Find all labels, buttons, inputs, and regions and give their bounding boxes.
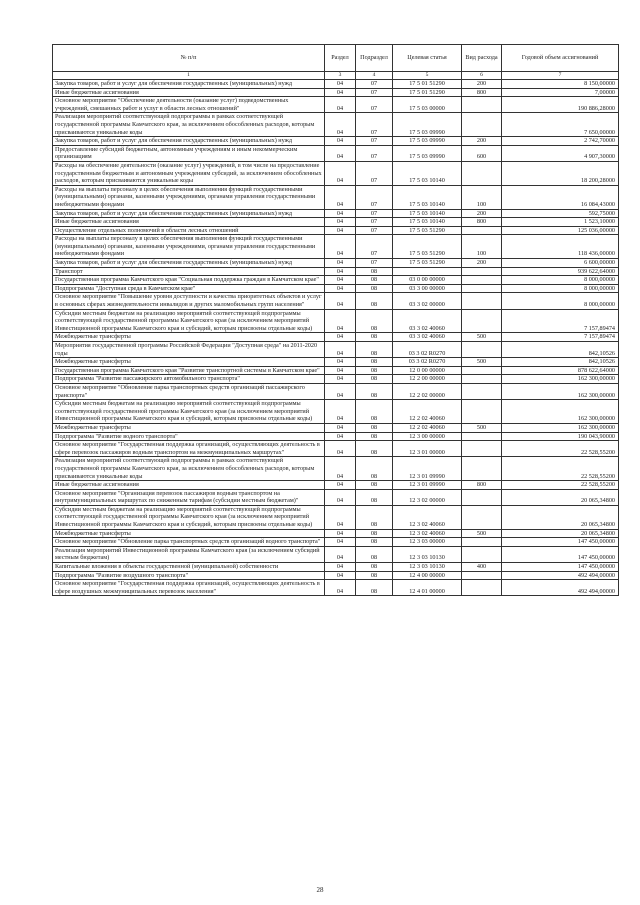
row-section: 04 [325,342,356,358]
row-name: Основное мероприятие "Повышение уровня доступности и качества приоритетных объектов и услуг в основных сферах жизнедеятельности инвалидов и других маломобильных групп населения" [53,293,325,309]
table-row [53,400,619,424]
row-sum: 20 065,34800 [502,505,619,529]
row-sum: 162 300,00000 [502,375,619,384]
row-target: 17 5 03 51290 [393,259,462,268]
row-vid [462,457,502,481]
row-target: 12 2 00 00000 [393,375,462,384]
row-name: Подпрограмма "Развитие воздушного транспорта" [53,571,325,580]
row-vid [462,309,502,333]
table-row [53,505,619,529]
row-sum: 190 886,28000 [502,97,619,113]
row-sum: 162 300,00000 [502,423,619,432]
row-vid [462,400,502,424]
row-name: Подпрограмма "Доступная среда в Камчатском крае" [53,284,325,293]
row-name: Государственная программа Камчатского края "Развитие транспортной системы в Камчатском крае" [53,366,325,375]
row-section: 04 [325,489,356,505]
row-vid: 200 [462,259,502,268]
col-number: 6 [462,72,502,80]
row-name: Закупка товаров, работ и услуг для обеспечения государственных (муниципальных) нужд [53,209,325,218]
table-row [53,538,619,547]
row-target: 17 5 03 09990 [393,137,462,146]
row-vid: 600 [462,145,502,161]
row-section: 04 [325,423,356,432]
row-name: Межбюджетные трансферты [53,333,325,342]
row-vid [462,284,502,293]
row-subsection: 08 [356,489,393,505]
row-section: 04 [325,88,356,97]
header-name: № п/п [53,45,325,72]
row-section: 04 [325,97,356,113]
row-subsection: 08 [356,538,393,547]
row-target: 12 3 00 00000 [393,432,462,441]
row-sum: 147 450,00000 [502,538,619,547]
row-section: 04 [325,259,356,268]
row-subsection: 08 [356,333,393,342]
row-vid [462,383,502,399]
row-target: 12 3 01 09990 [393,457,462,481]
row-sum: 7 157,89474 [502,309,619,333]
row-target: 12 4 01 00000 [393,580,462,596]
row-section: 04 [325,267,356,276]
table-row [53,209,619,218]
row-target: 12 2 02 40060 [393,423,462,432]
row-subsection: 07 [356,209,393,218]
header-sum: Годовой объем ассигнований [502,45,619,72]
table-row [53,489,619,505]
row-subsection: 08 [356,400,393,424]
row-target: 17 5 03 51290 [393,226,462,235]
row-vid [462,161,502,185]
row-subsection: 07 [356,235,393,259]
row-target: 12 3 01 00000 [393,441,462,457]
row-name: Государственная программа Камчатского края "Социальная поддержка граждан в Камчатском крае" [53,276,325,285]
row-name: Основное мероприятие "Государственная поддержка организаций, осуществляющих деятельность в сфере воздушных межмуниципальных перевозок населения" [53,580,325,596]
row-name: Капитальные вложения в объекты государственной (муниципальной) собственности [53,563,325,572]
row-sum: 125 036,00000 [502,226,619,235]
row-section: 04 [325,366,356,375]
row-target: 12 3 02 40060 [393,529,462,538]
row-name: Основное мероприятие "Обеспечение деятельности (оказание услуг) подведомственных учреждений, смешанных работ и услуг в области лесных отношений" [53,97,325,113]
row-subsection: 08 [356,366,393,375]
col-number: 7 [502,72,619,80]
row-vid [462,580,502,596]
row-target: 17 5 03 00000 [393,97,462,113]
row-target: 12 3 02 40060 [393,505,462,529]
row-target: 17 5 03 10140 [393,209,462,218]
row-target: 12 3 03 10130 [393,546,462,562]
row-section: 04 [325,580,356,596]
table-row [53,383,619,399]
table-row [53,259,619,268]
header-subsection: Подраздел [356,45,393,72]
table-row [53,309,619,333]
table-row [53,137,619,146]
row-name: Подпрограмма "Развитие водного транспорта" [53,432,325,441]
row-vid: 500 [462,529,502,538]
row-subsection: 08 [356,441,393,457]
row-subsection: 08 [356,293,393,309]
col-number: 1 [53,72,325,80]
row-sum: 6 600,00000 [502,259,619,268]
row-target: 03 0 00 00000 [393,276,462,285]
row-subsection: 08 [356,276,393,285]
row-subsection: 08 [356,529,393,538]
row-vid [462,293,502,309]
row-name: Реализация мероприятий Инвестиционной программы Камчатского края (за исключением субсидий местным бюджетам) [53,546,325,562]
row-vid [462,505,502,529]
header-target: Целевая статья [393,45,462,72]
row-section: 04 [325,400,356,424]
row-subsection: 08 [356,505,393,529]
row-name: Закупка товаров, работ и услуг для обеспечения государственных (муниципальных) нужд [53,80,325,89]
row-vid [462,113,502,137]
row-sum: 592,75000 [502,209,619,218]
row-name: Иные бюджетные ассигнования [53,88,325,97]
row-target: 03 3 02 40060 [393,309,462,333]
table-row [53,432,619,441]
row-subsection: 08 [356,571,393,580]
row-subsection: 08 [356,342,393,358]
table-row [53,481,619,490]
row-target: 12 3 02 00000 [393,489,462,505]
row-target: 17 5 03 10140 [393,161,462,185]
row-section: 04 [325,235,356,259]
row-target: 03 3 02 40060 [393,333,462,342]
row-name: Осуществление отдельных полномочий в области лесных отношений [53,226,325,235]
row-target: 17 5 03 10140 [393,218,462,227]
row-target: 17 5 03 10140 [393,185,462,209]
col-number: 3 [325,72,356,80]
row-vid [462,375,502,384]
row-section: 04 [325,113,356,137]
row-name: Межбюджетные трансферты [53,358,325,367]
table-row [53,546,619,562]
row-name: Реализация мероприятий соответствующей подпрограммы в рамках соответствующей государственной программы Камчатского края, за исключением обособленных расходов, которым присваиваются уникальные коды [53,113,325,137]
row-sum: 939 622,64000 [502,267,619,276]
row-vid: 200 [462,209,502,218]
row-section: 04 [325,375,356,384]
row-section: 04 [325,145,356,161]
row-name: Иные бюджетные ассигнования [53,481,325,490]
row-target: 17 5 01 51290 [393,88,462,97]
table-row [53,293,619,309]
table-row [53,457,619,481]
row-sum: 1 523,10000 [502,218,619,227]
row-subsection: 07 [356,218,393,227]
row-section: 04 [325,276,356,285]
table-body [53,80,619,596]
row-target: 03 3 02 00000 [393,293,462,309]
row-sum: 162 300,00000 [502,383,619,399]
row-sum: 16 084,43000 [502,185,619,209]
row-name: Расходы на выплаты персоналу в целях обеспечения выполнения функций государственными (муниципальными) органами, казенными учреждениями, органами управления государственными внебюджетными фондами [53,235,325,259]
row-sum: 842,10526 [502,358,619,367]
row-subsection: 07 [356,97,393,113]
row-vid [462,267,502,276]
row-subsection: 08 [356,375,393,384]
row-name: Основное мероприятие "Государственная поддержка организаций, осуществляющих деятельность в сфере перевозок пассажиров водным транспортом на межмуниципальных маршрутах" [53,441,325,457]
row-subsection: 08 [356,284,393,293]
row-name: Реализация мероприятий соответствующей подпрограммы в рамках соответствующей государственной программы Камчатского края, за исключением обособленных расходов, которым присваиваются уникальные коды [53,457,325,481]
row-subsection: 08 [356,563,393,572]
row-name: Субсидии местным бюджетам на реализацию мероприятий соответствующей подпрограммы соответствующей государственной программы Камчатского края (за исключением мероприятий Инвестиционной программы Камчатского края и субсидий, которым присвоены отдельные коды) [53,309,325,333]
row-section: 04 [325,284,356,293]
table-row [53,88,619,97]
row-section: 04 [325,457,356,481]
row-vid: 200 [462,80,502,89]
row-section: 04 [325,358,356,367]
row-section: 04 [325,529,356,538]
row-vid: 100 [462,235,502,259]
row-subsection: 07 [356,145,393,161]
table-row [53,284,619,293]
row-subsection: 07 [356,137,393,146]
row-target: 03 3 02 R0270 [393,342,462,358]
row-target: 17 5 03 09990 [393,113,462,137]
row-sum: 7 157,89474 [502,333,619,342]
row-name: Расходы на выплаты персоналу в целях обеспечения выполнения функций государственными (муниципальными) органами, казенными учреждениями, органами управления государственными внебюджетными фондами [53,185,325,209]
row-name: Основное мероприятие "Обновление парка транспортных средств организаций водного транспорта" [53,538,325,547]
row-section: 04 [325,309,356,333]
row-name: Иные бюджетные ассигнования [53,218,325,227]
row-subsection: 07 [356,80,393,89]
table-row [53,145,619,161]
row-vid: 800 [462,88,502,97]
row-sum: 8 000,00000 [502,284,619,293]
row-sum: 7,00000 [502,88,619,97]
row-section: 04 [325,333,356,342]
row-vid [462,538,502,547]
header-section: Раздел [325,45,356,72]
row-name: Основное мероприятие "Организация перевозок пассажиров водным транспортом на внутримуниципальных маршрутах по сниженным тарифам (субсидии местным бюджетам)" [53,489,325,505]
table-row [53,571,619,580]
row-vid: 200 [462,137,502,146]
row-target: 12 4 00 00000 [393,571,462,580]
row-name: Субсидии местным бюджетам на реализацию мероприятий соответствующей подпрограммы соответствующей государственной программы Камчатского края (за исключением мероприятий Инвестиционной программы Камчатского края и субсидий, которым присвоены отдельные коды) [53,400,325,424]
row-section: 04 [325,185,356,209]
row-sum: 147 450,00000 [502,563,619,572]
row-target: 12 3 03 00000 [393,538,462,547]
row-vid [462,432,502,441]
row-name: Подпрограмма "Развитие пассажирского автомобильного транспорта" [53,375,325,384]
row-subsection: 07 [356,88,393,97]
row-name: Закупка товаров, работ и услуг для обеспечения государственных (муниципальных) нужд [53,137,325,146]
row-sum: 162 300,00000 [502,400,619,424]
row-vid [462,441,502,457]
row-sum: 20 065,34800 [502,489,619,505]
row-target: 17 5 03 09990 [393,145,462,161]
column-number-row [53,72,619,80]
table-header-row [53,45,619,72]
row-target: 03 3 00 00000 [393,284,462,293]
row-section: 04 [325,538,356,547]
table-row [53,358,619,367]
table-row [53,226,619,235]
row-vid: 100 [462,185,502,209]
row-sum: 22 528,55200 [502,441,619,457]
table-row [53,218,619,227]
row-sum: 118 436,00000 [502,235,619,259]
row-vid: 400 [462,563,502,572]
row-vid: 800 [462,218,502,227]
row-name: Субсидии местным бюджетам на реализацию мероприятий соответствующей подпрограммы соответствующей государственной программы Камчатского края (за исключением мероприятий Инвестиционной программы Камчатского края и субсидий, которым присвоены отдельные коды) [53,505,325,529]
table-row [53,423,619,432]
row-sum: 22 528,55200 [502,457,619,481]
row-subsection: 07 [356,226,393,235]
table-row [53,342,619,358]
row-vid [462,342,502,358]
table-row [53,529,619,538]
row-sum: 4 907,30000 [502,145,619,161]
row-target: 17 5 01 51290 [393,80,462,89]
table-row [53,375,619,384]
row-subsection: 07 [356,161,393,185]
table-row [53,366,619,375]
row-sum: 492 494,00000 [502,580,619,596]
row-section: 04 [325,293,356,309]
row-section: 04 [325,546,356,562]
row-sum: 878 622,64000 [502,366,619,375]
row-name: Транспорт [53,267,325,276]
row-target: 12 3 01 09990 [393,481,462,490]
row-sum: 492 494,00000 [502,571,619,580]
table-row [53,333,619,342]
row-vid: 500 [462,333,502,342]
row-target: 03 3 02 R0270 [393,358,462,367]
row-vid [462,97,502,113]
row-name: Мероприятия государственной программы Российской Федерации "Доступная среда" на 2011-2020 годы [53,342,325,358]
row-vid: 800 [462,481,502,490]
budget-table [52,44,619,596]
row-subsection: 08 [356,423,393,432]
col-number: 4 [356,72,393,80]
header-vid: Вид расхода [462,45,502,72]
row-name: Межбюджетные трансферты [53,423,325,432]
row-vid [462,276,502,285]
row-sum: 842,10526 [502,342,619,358]
row-section: 04 [325,571,356,580]
row-section: 04 [325,218,356,227]
row-section: 04 [325,137,356,146]
row-sum: 8 150,00000 [502,80,619,89]
row-subsection: 07 [356,259,393,268]
row-section: 04 [325,441,356,457]
table-row [53,80,619,89]
row-target: 12 0 00 00000 [393,366,462,375]
table-row [53,97,619,113]
table-row [53,563,619,572]
col-number: 5 [393,72,462,80]
row-vid [462,546,502,562]
row-sum: 8 000,00000 [502,276,619,285]
row-vid [462,571,502,580]
row-sum: 18 200,28000 [502,161,619,185]
table-row [53,161,619,185]
row-subsection: 08 [356,309,393,333]
row-section: 04 [325,505,356,529]
row-target: 12 3 03 10130 [393,563,462,572]
row-sum: 22 528,55200 [502,481,619,490]
row-name: Закупка товаров, работ и услуг для обеспечения государственных (муниципальных) нужд [53,259,325,268]
row-subsection: 08 [356,481,393,490]
table-row [53,441,619,457]
row-vid [462,489,502,505]
row-sum: 8 000,00000 [502,293,619,309]
row-sum: 147 450,00000 [502,546,619,562]
table-row [53,185,619,209]
row-name: Предоставление субсидий бюджетным, автономным учреждениям и иным некоммерческим организациям [53,145,325,161]
row-subsection: 08 [356,580,393,596]
row-vid: 500 [462,358,502,367]
row-vid: 500 [462,423,502,432]
row-subsection: 08 [356,267,393,276]
row-target: 12 2 02 40060 [393,400,462,424]
row-sum: 190 043,90000 [502,432,619,441]
row-subsection: 08 [356,457,393,481]
row-sum: 7 650,00000 [502,113,619,137]
row-vid [462,226,502,235]
page-number: 28 [316,886,324,894]
row-section: 04 [325,161,356,185]
row-subsection: 07 [356,113,393,137]
row-section: 04 [325,80,356,89]
row-section: 04 [325,563,356,572]
row-target [393,267,462,276]
table-row [53,113,619,137]
row-subsection: 08 [356,432,393,441]
row-section: 04 [325,226,356,235]
row-sum: 20 065,34800 [502,529,619,538]
row-section: 04 [325,383,356,399]
table-row [53,276,619,285]
row-name: Межбюджетные трансферты [53,529,325,538]
row-sum: 2 742,70000 [502,137,619,146]
table-row [53,580,619,596]
row-target: 17 5 03 51290 [393,235,462,259]
row-vid [462,366,502,375]
row-section: 04 [325,481,356,490]
row-name: Расходы на обеспечение деятельности (оказание услуг) учреждений, в том числе на предоставление государственным бюджетным и автономным учреждениям субсидий, за исключением обособленных расходов, которым присваиваются уникальные коды [53,161,325,185]
row-section: 04 [325,432,356,441]
table-row [53,267,619,276]
row-target: 12 2 02 00000 [393,383,462,399]
row-subsection: 07 [356,185,393,209]
row-subsection: 08 [356,358,393,367]
row-section: 04 [325,209,356,218]
row-subsection: 08 [356,546,393,562]
row-subsection: 08 [356,383,393,399]
table-row [53,235,619,259]
row-name: Основное мероприятие "Обновление парка транспортных средств организаций пассажирского транспорта" [53,383,325,399]
